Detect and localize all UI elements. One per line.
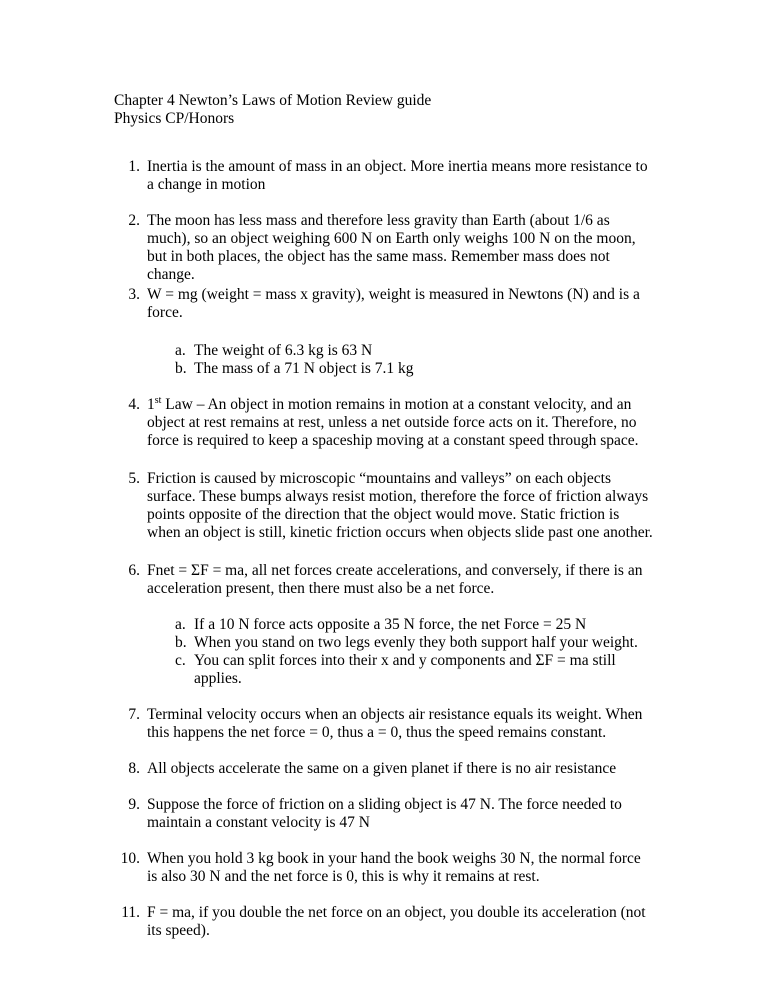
law-ordinal-suffix: st	[154, 394, 162, 406]
item-text: Terminal velocity occurs when an objects air resistance equals its weight. When this happens the net force = 0, thus a = 0, thus the speed remains constant.	[147, 706, 643, 741]
document-header	[114, 92, 431, 128]
law-ordinal: 1	[147, 396, 155, 413]
item-text	[147, 396, 654, 450]
item-text: All objects accelerate the same on a given planet if there is no air resistance	[147, 760, 617, 777]
item-number: 9.	[128, 796, 140, 813]
sub-item-3a	[147, 342, 654, 360]
list-item-1	[114, 158, 654, 194]
sub-item-text: If a 10 N force acts opposite a 35 N force, the net Force = 25 N	[194, 616, 587, 633]
sub-item-6b	[147, 634, 654, 652]
sub-item-text: You can split forces into their x and y components and ΣF = ma still applies.	[194, 652, 616, 687]
item-text: Suppose the force of friction on a sliding object is 47 N. The force needed to maintain a constant velocity is 47 N	[147, 796, 622, 831]
sub-item-letter: b.	[175, 634, 187, 651]
document-title: Chapter 4 Newton’s Laws of Motion Review guide	[114, 92, 432, 109]
item-number: 11.	[121, 904, 140, 921]
item-text: W = mg (weight = mass x gravity), weight is measured in Newtons (N) and is a force.	[147, 286, 640, 321]
sub-item-letter: a.	[175, 616, 186, 633]
list-item-2	[114, 212, 654, 284]
item-text: Friction is caused by microscopic “mountains and valleys” on each objects surface. These bumps always resist motion, therefore the force of friction always points opposite of the direction that the object would move. Static friction is when an object is still, kinetic friction occurs when objects slide past one another.	[147, 470, 653, 541]
item-number: 2.	[128, 212, 140, 229]
list-item-10	[114, 850, 654, 886]
item-number: 6.	[128, 562, 140, 579]
item-number: 8.	[128, 760, 140, 777]
item-text: Fnet = ΣF = ma, all net forces create accelerations, and conversely, if there is an acceleration present, then there must also be a net force.	[147, 562, 643, 597]
sub-item-6a	[147, 616, 654, 634]
item-number: 10.	[120, 850, 140, 867]
item-text: Inertia is the amount of mass in an object. More inertia means more resistance to a change in motion	[147, 158, 648, 193]
list-item-5	[114, 470, 654, 542]
sub-item-text: The weight of 6.3 kg is 63 N	[194, 342, 373, 359]
document-subtitle: Physics CP/Honors	[114, 110, 235, 127]
sub-item-text: The mass of a 71 N object is 7.1 kg	[194, 360, 414, 377]
law-text: Law – An object in motion remains in motion at a constant velocity, and an object at rest remains at rest, unless a net outside force acts on it. Therefore, no force is required to keep a spaceship moving at a constant speed through space.	[147, 396, 639, 449]
item-number: 7.	[128, 706, 140, 723]
list-item-6	[114, 562, 654, 598]
item-text: When you hold 3 kg book in your hand the book weighs 30 N, the normal force is also 30 N and the net force is 0, this is why it remains at rest.	[147, 850, 641, 885]
list-item-7	[114, 706, 654, 742]
list-item-3	[114, 286, 654, 322]
item-number: 4.	[128, 396, 140, 413]
sub-item-letter: a.	[175, 342, 186, 359]
sub-item-letter: b.	[175, 360, 187, 377]
item-number: 5.	[128, 470, 140, 487]
item-number: 1.	[128, 158, 140, 175]
sub-item-letter: c.	[175, 652, 186, 669]
list-item-8	[114, 760, 654, 778]
list-item-11	[114, 904, 654, 940]
item-text: F = ma, if you double the net force on an object, you double its acceleration (not its speed).	[147, 904, 646, 939]
item-text: The moon has less mass and therefore less gravity than Earth (about 1/6 as much), so an object weighing 600 N on Earth only weighs 100 N on the moon, but in both places, the object has the same mass. Remember mass does not change.	[147, 212, 636, 283]
sub-item-6c	[147, 652, 654, 688]
list-item-4	[114, 396, 654, 450]
sub-item-3b	[147, 360, 654, 378]
list-item-9	[114, 796, 654, 832]
sub-item-text: When you stand on two legs evenly they both support half your weight.	[194, 634, 638, 651]
item-number: 3.	[128, 286, 140, 303]
